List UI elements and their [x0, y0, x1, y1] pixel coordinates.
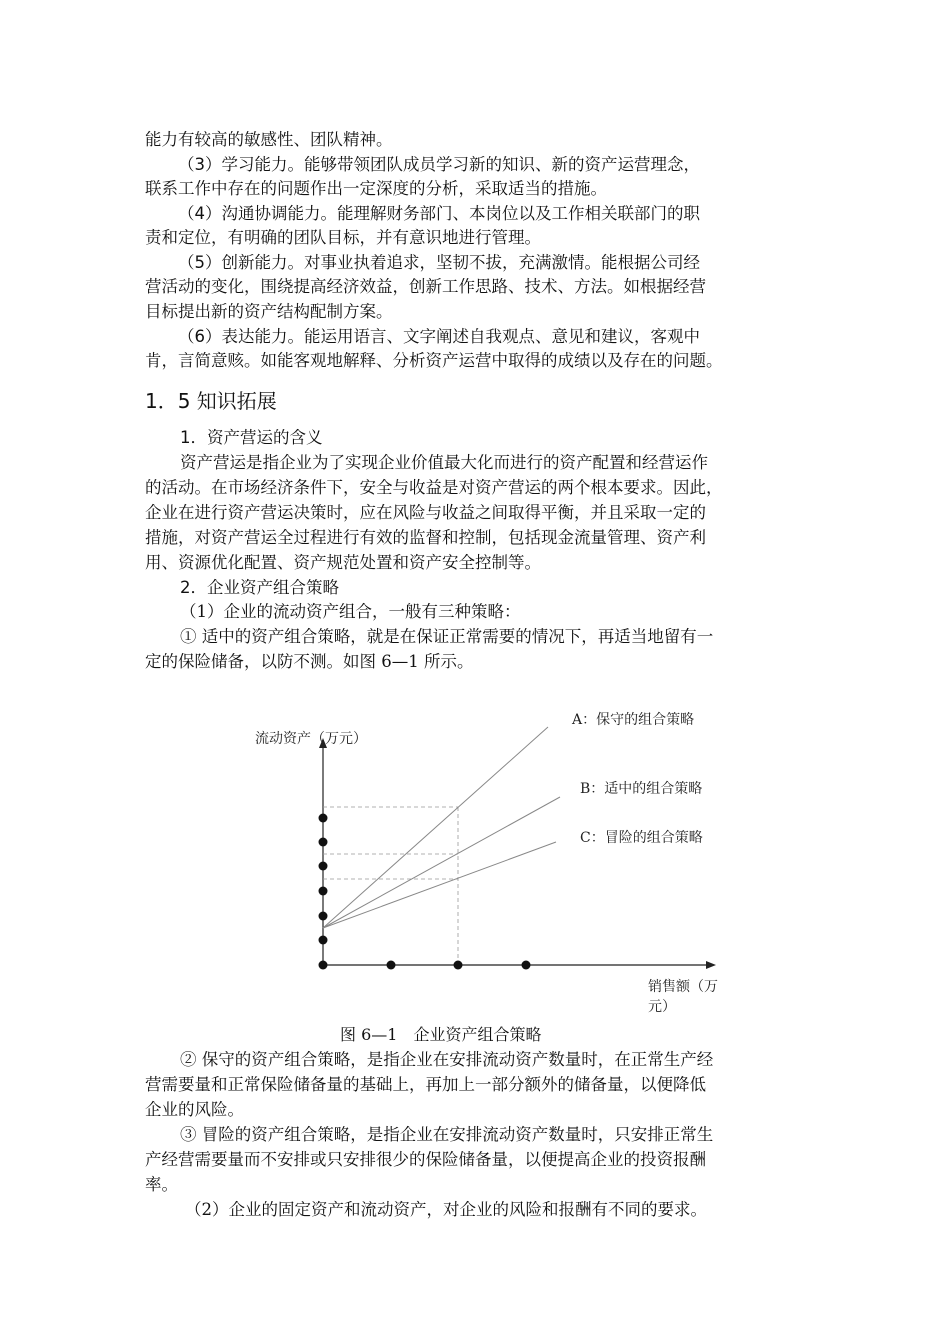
- section-heading: 1．5 知识拓展: [145, 389, 277, 413]
- paragraph-line: （4）沟通协调能力。能理解财务部门、本岗位以及工作相关联部门的职: [178, 204, 700, 223]
- legend-label-b: B：适中的组合策略: [580, 781, 703, 797]
- axis-dot: [319, 838, 328, 847]
- asset-portfolio-chart: [230, 700, 750, 1020]
- paragraph-line: 定的保险储备，以防不测。如图 6—1 所示。: [145, 652, 474, 671]
- paragraph-line: 资产营运是指企业为了实现企业价值最大化而进行的资产配置和经营运作: [180, 453, 708, 472]
- y-axis-label: 流动资产（万元）: [255, 731, 367, 747]
- paragraph-line: 用、资源优化配置、资产规范处置和资产安全控制等。: [145, 553, 541, 572]
- series-a-line: [323, 727, 548, 928]
- paragraph-line: 企业在进行资产营运决策时，应在风险与收益之间取得平衡，并且采取一定的: [145, 503, 706, 522]
- x-axis-arrow-icon: [706, 961, 716, 969]
- legend-label-a: A：保守的组合策略: [572, 712, 695, 728]
- series-b-line: [323, 797, 560, 928]
- paragraph-line: 企业的风险。: [145, 1100, 244, 1119]
- x-axis-label: 销售额（万: [648, 979, 718, 995]
- paragraph-line: 产经营需要量而不安排或只安排很少的保险储备量，以便提高企业的投资报酬: [145, 1150, 706, 1169]
- paragraph-line: 联系工作中存在的问题作出一定深度的分析，采取适当的措施。: [145, 179, 607, 198]
- axis-dot: [522, 961, 531, 970]
- axis-dot: [454, 961, 463, 970]
- paragraph-line: ③ 冒险的资产组合策略，是指企业在安排流动资产数量时，只安排正常生: [180, 1125, 714, 1144]
- axis-dot: [319, 814, 328, 823]
- axis-dot: [319, 887, 328, 896]
- axis-dot: [319, 961, 328, 970]
- paragraph-line: 肯，言简意赅。如能客观地解释、分析资产运营中取得的成绩以及存在的问题。: [145, 351, 723, 370]
- paragraph-line: （2）企业的固定资产和流动资产，对企业的风险和报酬有不同的要求。: [185, 1200, 707, 1219]
- paragraph-line: （5）创新能力。对事业执着追求，坚韧不拔，充满激情。能根据公司经: [178, 253, 700, 272]
- paragraph-line: ② 保守的资产组合策略，是指企业在安排流动资产数量时，在正常生产经: [180, 1050, 714, 1069]
- figure-caption: 图 6—1 企业资产组合策略: [340, 1025, 542, 1044]
- paragraph-line: （6）表达能力。能运用语言、文字阐述自我观点、意见和建议，客观中: [178, 327, 700, 346]
- paragraph-line: 率。: [145, 1175, 178, 1194]
- subsection-heading: 1．资产营运的含义: [180, 428, 323, 447]
- paragraph-line: （1）企业的流动资产组合，一般有三种策略：: [180, 602, 521, 621]
- paragraph-line: 措施，对资产营运全过程进行有效的监督和控制，包括现金流量管理、资产利: [145, 528, 706, 547]
- axis-dot: [319, 862, 328, 871]
- x-axis-label-cont: 元）: [648, 999, 676, 1015]
- legend-label-c: C：冒险的组合策略: [580, 830, 703, 846]
- paragraph-line: ① 适中的资产组合策略，就是在保证正常需要的情况下，再适当地留有一: [180, 627, 714, 646]
- paragraph-line: （3）学习能力。能够带领团队成员学习新的知识、新的资产运营理念，: [178, 155, 700, 174]
- paragraph-line: 营活动的变化，围绕提高经济效益，创新工作思路、技术、方法。如根据经营: [145, 277, 706, 296]
- paragraph-line: 营需要量和正常保险储备量的基础上，再加上一部分额外的储备量，以便降低: [145, 1075, 706, 1094]
- subsection-heading: 2．企业资产组合策略: [180, 578, 339, 597]
- paragraph-line: 目标提出新的资产结构配制方案。: [145, 302, 393, 321]
- series-c-line: [323, 842, 556, 928]
- paragraph-line: 能力有较高的敏感性、团队精神。: [145, 130, 393, 149]
- axis-dot: [387, 961, 396, 970]
- paragraph-line: 的活动。在市场经济条件下，安全与收益是对资产营运的两个根本要求。因此，: [145, 478, 723, 497]
- paragraph-line: 责和定位，有明确的团队目标，并有意识地进行管理。: [145, 228, 541, 247]
- axis-dot: [319, 912, 328, 921]
- axis-dot: [319, 936, 328, 945]
